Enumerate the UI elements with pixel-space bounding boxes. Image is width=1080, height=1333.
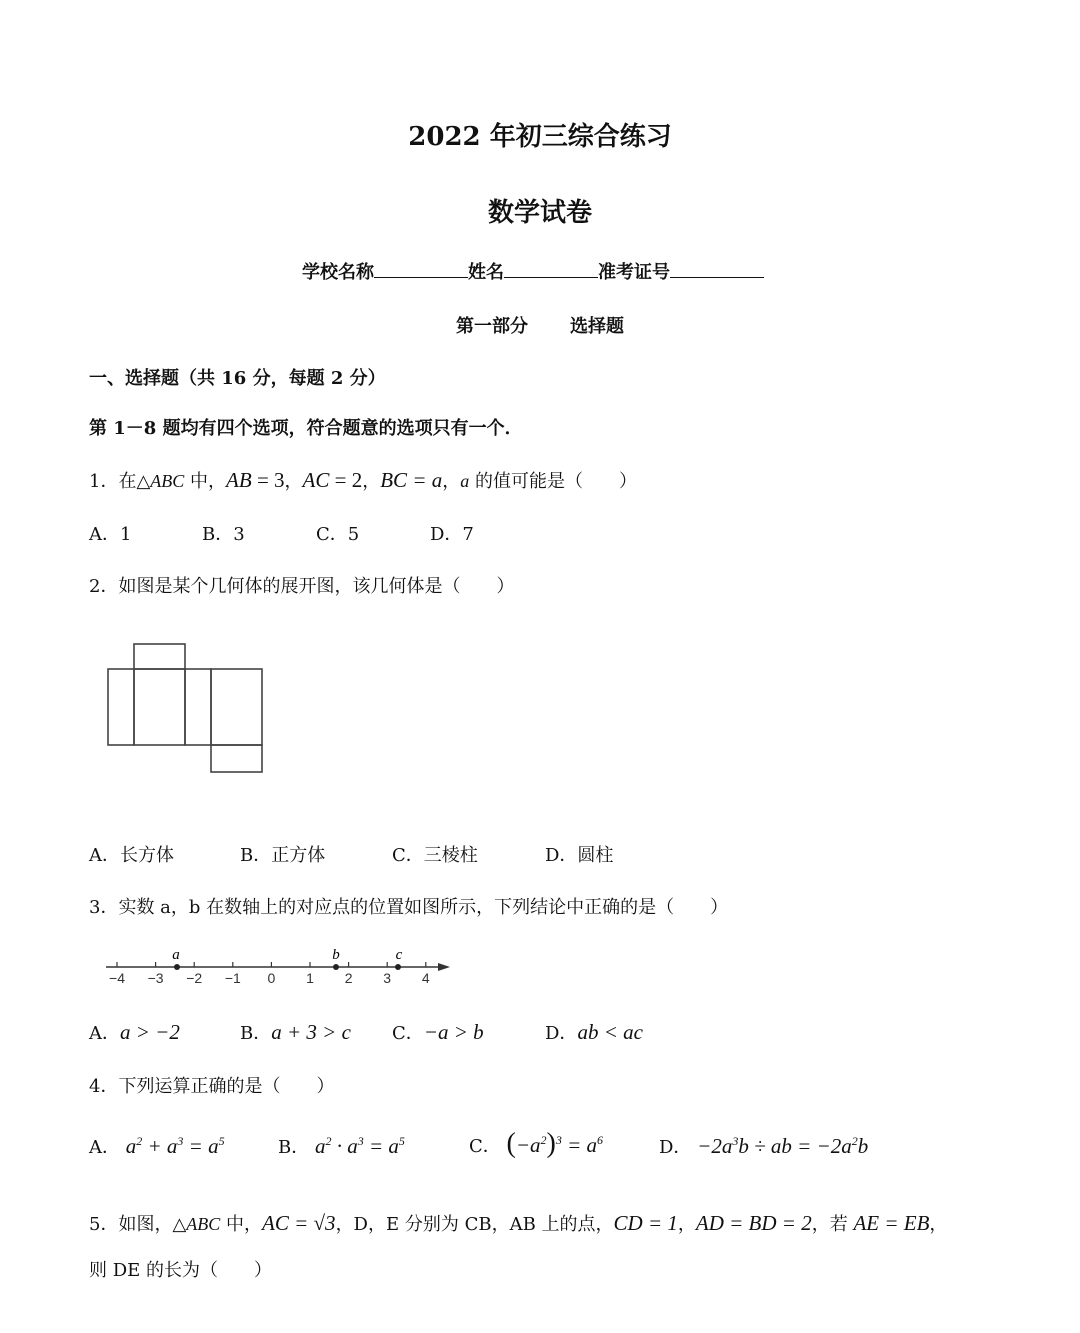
q3-d-label: D． [545,1023,578,1044]
q1-ab: AB [226,468,252,492]
q4-option-d[interactable] [659,1133,868,1159]
exam-title: 2022 年初三综合练习 [408,122,672,152]
net-face-top [134,644,185,669]
q5-ae-expr: AE = EB [853,1211,930,1235]
tick-label: −4 [109,970,125,986]
tick-label: −3 [147,970,164,986]
q1-ac-val: = 2 [329,468,363,492]
tick-label: 2 [344,970,353,986]
exam-id-label: 准考证号 [598,262,670,283]
exam-subtitle: 数学试卷 [487,198,592,228]
q1-eq-a: = a [407,468,443,492]
q3-option-d[interactable] [545,1019,643,1045]
q5-prefix: 5．如图，△ [89,1214,187,1235]
q3-b-expr: a + 3 > c [271,1020,351,1044]
net-face-front [134,669,185,745]
question-4-stem: 4．下列运算正确的是（ ） [89,1076,335,1097]
question-2-stem: 2．如图是某个几何体的展开图，该几何体是（ ） [89,576,515,597]
number-line-arrow [438,963,450,971]
point-b-label: b [332,947,340,963]
name-blank[interactable] [504,259,598,278]
point-a-dot [174,964,180,970]
q1-suffix: 的值可能是（ ） [469,471,637,492]
question-1-stem: 1．在△ABC 中，AB = 3，AC = 2，BC = a，a 的值可能是（ ） [89,468,637,492]
q1-option-b[interactable]: B．3 [202,524,245,545]
question-3-stem: 3．实数 a，b 在数轴上的对应点的位置如图所示，下列结论中正确的是（ ） [89,897,729,918]
part-name: 选择题 [570,316,624,337]
tick-label: 0 [267,970,276,986]
question-5-line1: 5．如图，△ABC 中，AC = √3，D，E 分别为 CB，AB 上的点，CD = 1，AD = BD = 2，若 AE = EB， [89,1211,948,1235]
school-label: 学校名称 [302,262,374,283]
q5-cd-expr: CD = 1 [613,1211,678,1235]
q5-mid: 中， [220,1214,263,1235]
q4-a-expr: $a^2 + a^3 = a^5$ [125,1134,225,1158]
q3-a-expr: a > −2 [120,1020,180,1044]
q4-option-a[interactable] [89,1133,225,1159]
q1-option-c[interactable]: C．5 [316,524,360,545]
q3-option-c[interactable] [392,1019,484,1045]
net-face-bottom [211,745,262,772]
net-diagram [104,640,270,776]
q1-option-a[interactable]: A．1 [89,524,132,545]
net-face-back [211,669,262,745]
q3-option-a[interactable] [89,1019,180,1045]
q5-ad-expr: AD = BD = 2 [695,1211,812,1235]
q4-option-c[interactable] [469,1128,603,1160]
q4-c-expr: $(-a^2)^3 = a^6$ [506,1128,604,1159]
q4-c-label: C． [469,1136,501,1157]
q2-option-a[interactable]: A．长方体 [89,845,174,866]
student-info-line [302,258,764,284]
q2-option-d[interactable]: D．圆柱 [545,845,614,866]
q1-option-d[interactable]: D．7 [430,524,474,545]
q1-ac: AC [302,468,330,492]
q1-triangle: ABC [150,471,185,491]
q5-triangle: ABC [186,1214,221,1234]
q4-option-b[interactable] [278,1133,405,1159]
section-instruction: 第 1－8 题均有四个选项，符合题意的选项只有一个． [89,418,523,439]
tick-label: −2 [186,970,203,986]
q5-ac-expr: AC = √3 [262,1211,336,1235]
exam-id-blank[interactable] [670,259,764,278]
q3-c-expr: −a > b [423,1020,484,1044]
q4-d-label: D． [659,1137,692,1158]
q1-a-var: a [460,471,470,491]
net-face-left [108,669,134,745]
tick-label: 1 [306,970,314,986]
q1-prefix: 1．在△ [89,471,151,492]
tick-label: 4 [421,970,430,986]
q1-mid: 中， [184,471,227,492]
q4-b-expr: $a^2 \cdot a^3 = a^5$ [314,1134,405,1158]
q5-rest: ，D，E 分别为 CB，AB 上的点， [335,1214,614,1235]
section-heading: 一、选择题（共 16 分，每题 2 分） [89,368,386,389]
q3-d-expr: ab < ac [577,1020,643,1044]
q3-b-label: B． [240,1023,272,1044]
q4-a-label: A． [89,1137,120,1158]
point-c-dot [395,964,401,970]
question-5-line2: 则 DE 的长为（ ） [89,1260,273,1281]
net-face-right [185,669,211,745]
q4-d-expr: $-2a^3b$ ÷ ab = $-2a^2b$ [697,1134,869,1158]
q2-option-c[interactable]: C．三棱柱 [392,845,478,866]
point-b-dot [333,964,339,970]
name-label: 姓名 [468,262,504,283]
q3-option-b[interactable] [240,1019,351,1045]
q5-ae-prefix: ，若 [811,1214,854,1235]
tick-label: 3 [383,970,392,986]
school-blank[interactable] [374,259,468,278]
point-c-label: c [395,947,403,963]
q1-bc: BC [380,468,408,492]
q4-b-label: B． [278,1137,310,1158]
q2-option-b[interactable]: B．正方体 [240,845,326,866]
number-line [100,942,460,990]
part-label: 第一部分 [456,316,528,337]
q3-a-label: A． [89,1023,120,1044]
q1-ab-val: = 3 [251,468,285,492]
q3-c-label: C． [392,1023,424,1044]
point-a-label: a [172,947,180,963]
tick-label: −1 [224,970,241,986]
